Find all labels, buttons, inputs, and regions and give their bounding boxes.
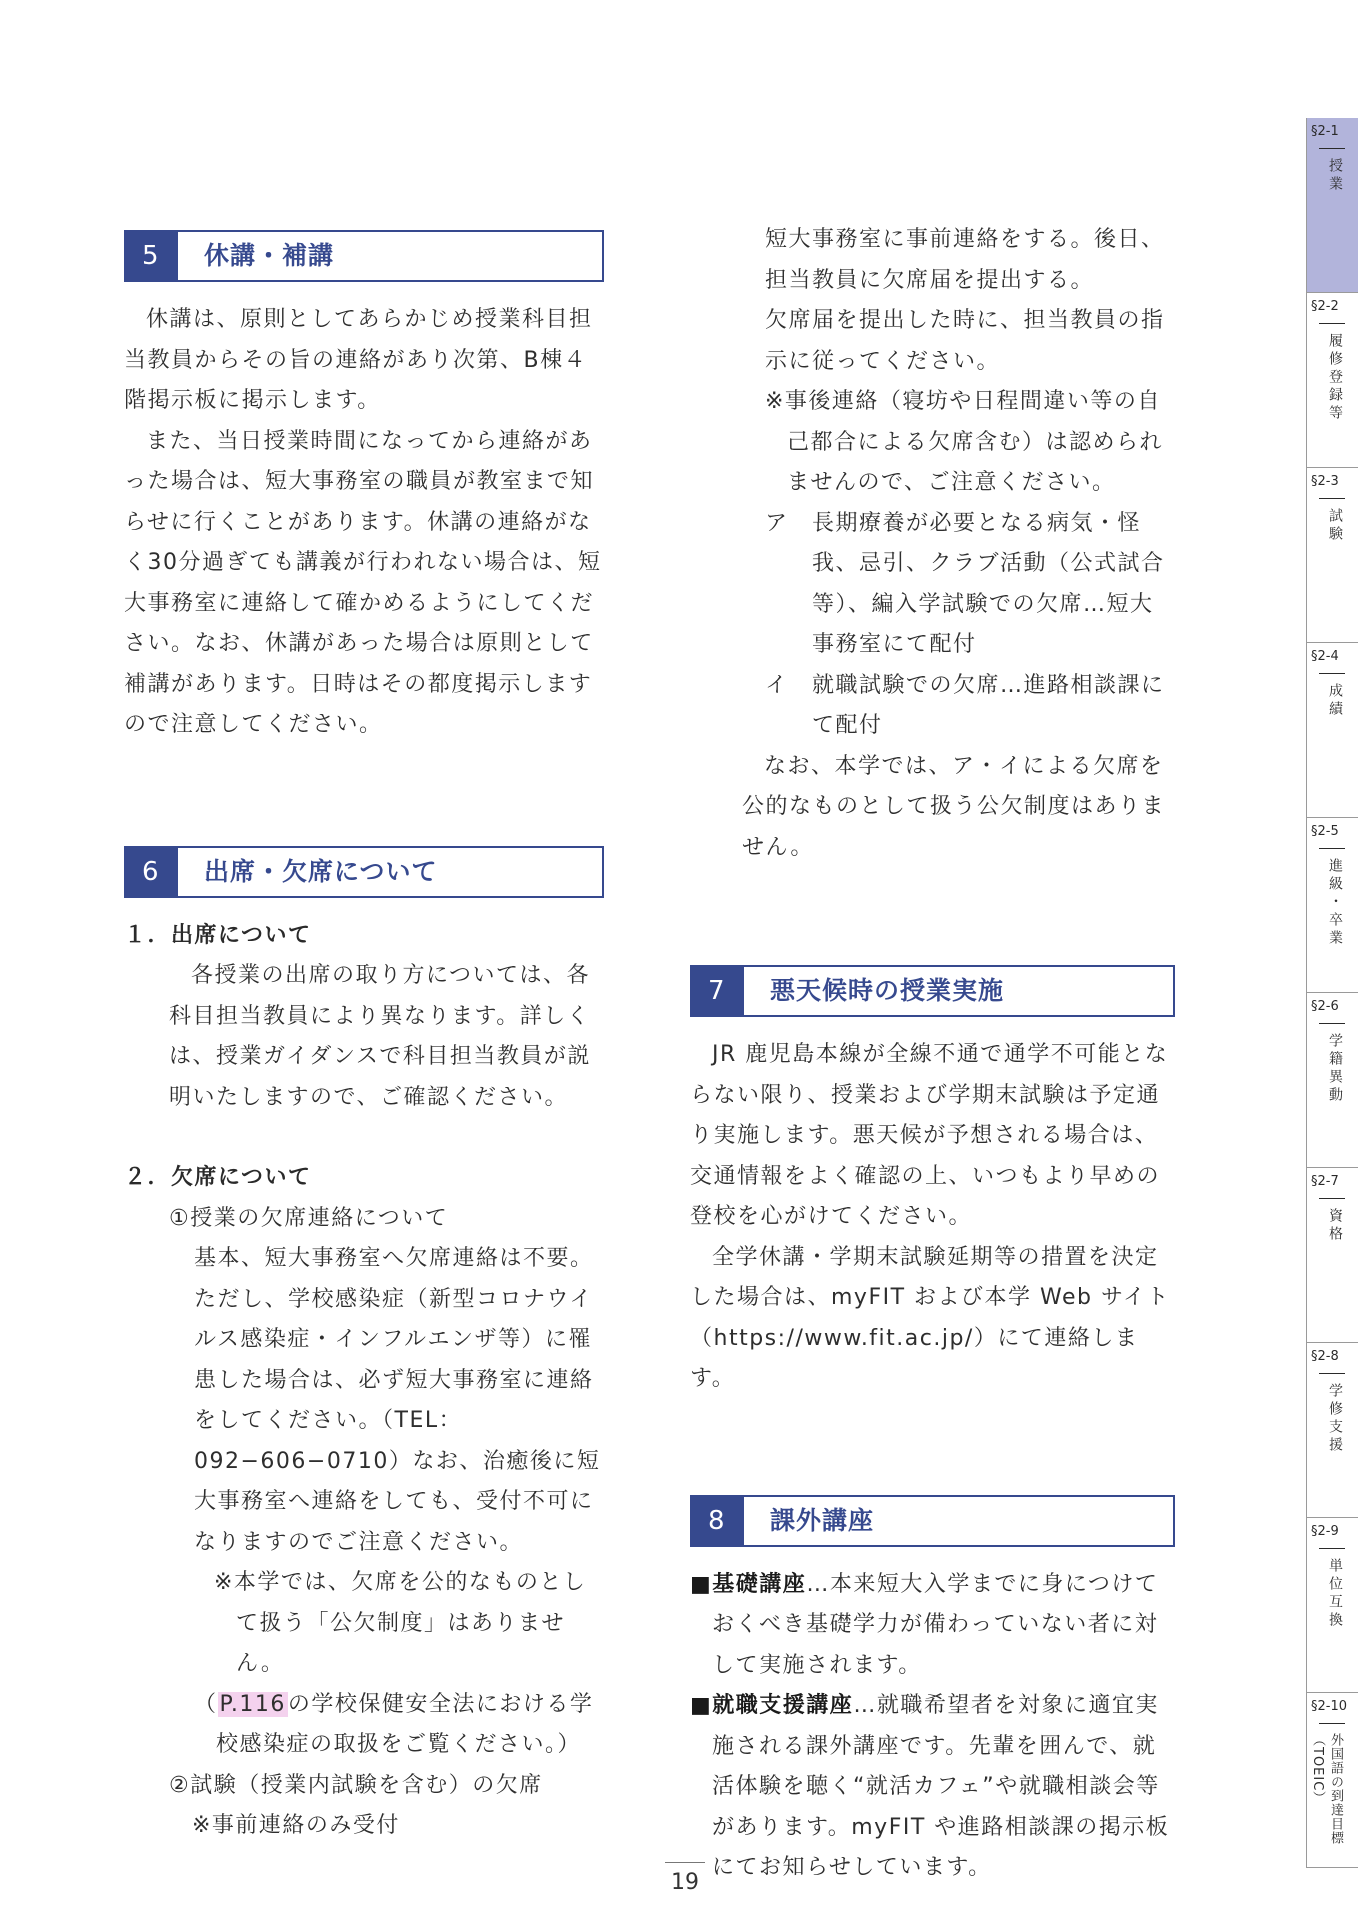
list-item bbox=[690, 504, 1175, 666]
reference-note bbox=[124, 1685, 604, 1766]
section-heading-7 bbox=[690, 965, 1175, 1017]
tab-rule bbox=[1319, 1198, 1345, 1199]
tab-rule bbox=[1319, 148, 1345, 149]
tab-code: §2-7 bbox=[1311, 1174, 1339, 1189]
paragraph: 短大事務室に事前連絡をする。後日、担当教員に欠席届を提出する。 bbox=[765, 227, 1165, 293]
paragraph: JR 鹿児島本線が全線不通で通学不可能とならない限り、授業および学期末試験は予定通り実施します。悪天候が予想される場合は、交通情報をよく確認の上、いつもより早めの登校を心がけてください。 bbox=[690, 1042, 1169, 1229]
left-column bbox=[124, 230, 604, 1847]
note: ※本学では、欠席を公的なものとして扱う「公欠制度」はありません。 bbox=[214, 1570, 587, 1676]
section-heading-5 bbox=[124, 230, 604, 282]
section-heading-6 bbox=[124, 846, 604, 898]
page-reference-link[interactable]: P.116 bbox=[219, 1691, 286, 1717]
tab-rule bbox=[1319, 848, 1345, 849]
tab-label: 成績 bbox=[1327, 683, 1343, 719]
tab-label: 授業 bbox=[1327, 158, 1343, 194]
tab-2-1[interactable] bbox=[1306, 118, 1358, 293]
item-title: ①授業の欠席連絡について bbox=[169, 1205, 449, 1231]
bullet-mark: ■ bbox=[690, 1571, 713, 1597]
bullet-title: 就職支援講座 bbox=[712, 1693, 854, 1718]
section-number: 5 bbox=[124, 230, 178, 282]
section-title: 休講・補講 bbox=[204, 241, 335, 270]
tab-2-8[interactable] bbox=[1306, 1343, 1358, 1518]
tab-label: 資格 bbox=[1327, 1208, 1343, 1244]
tab-label: 学修支援 bbox=[1327, 1383, 1343, 1455]
reference-open: （ bbox=[194, 1691, 218, 1717]
list-label: イ bbox=[765, 672, 789, 698]
paragraph: なお、本学では、ア・イによる欠席を公的なものとして扱う公欠制度はありません。 bbox=[742, 753, 1166, 860]
paragraph: 欠席届を提出した時に、担当教員の指示に従ってください。 bbox=[765, 308, 1165, 374]
tab-2-5[interactable] bbox=[1306, 818, 1358, 993]
bullet-item bbox=[690, 1686, 1175, 1889]
tab-2-7[interactable] bbox=[1306, 1168, 1358, 1343]
paragraph: 休講は、原則としてあらかじめ授業科目担当教員からその旨の連絡があり次第、B棟４階掲示板に掲示します。 bbox=[124, 307, 593, 413]
tab-2-10[interactable] bbox=[1306, 1693, 1358, 1868]
bullet-item bbox=[690, 1565, 1175, 1687]
page-number: 19 bbox=[671, 1870, 699, 1895]
tab-label: 履修登録等 bbox=[1327, 333, 1343, 423]
section-tabs bbox=[1306, 118, 1358, 1868]
subsection-title: １．出席について bbox=[124, 922, 312, 948]
tab-code: §2-5 bbox=[1311, 824, 1339, 839]
tab-label: 試験 bbox=[1327, 508, 1343, 544]
tab-label: 学籍異動 bbox=[1327, 1033, 1343, 1105]
section-number: 7 bbox=[690, 965, 744, 1017]
section-number: 8 bbox=[690, 1495, 744, 1547]
list-text: 就職試験での欠席…進路相談課にて配付 bbox=[812, 672, 1165, 738]
list-text: 長期療養が必要となる病気・怪我、忌引、クラブ活動（公式試合等）、編入学試験での欠席…短大事務室にて配付 bbox=[812, 510, 1165, 657]
paragraph: 各授業の出席の取り方については、各科目担当教員により異なります。詳しくは、授業ガイダンスで科目担当教員が説明いたしますので、ご確認ください。 bbox=[169, 963, 591, 1110]
item-title: ②試験（授業内試験を含む）の欠席 bbox=[169, 1772, 543, 1798]
tab-code: §2-6 bbox=[1311, 999, 1339, 1014]
reference-text: の学校保健安全法における学校感染症の取扱をご覧ください。） bbox=[216, 1691, 594, 1757]
tab-2-6[interactable] bbox=[1306, 993, 1358, 1168]
note: ※事前連絡のみ受付 bbox=[192, 1813, 400, 1838]
bullet-title: 基礎講座 bbox=[712, 1571, 807, 1597]
section-title: 出席・欠席について bbox=[204, 856, 438, 886]
paragraph: また、当日授業時間になってから連絡があった場合は、短大事務室の職員が教室まで知らせに行くことがあります。休講の連絡がなく30分過ぎても講義が行われない場合は、短大事務室に連絡して確かめるようにしてください。なお、休講があった場合は原則として補講があります。日時はその都度掲示しますので注意してください。 bbox=[124, 428, 602, 737]
tab-label: 外国語の到達目標（TOEIC） bbox=[1310, 1733, 1343, 1845]
tab-rule bbox=[1319, 1023, 1345, 1024]
tab-rule bbox=[1319, 1373, 1345, 1374]
subsection-title: ２．欠席について bbox=[124, 1165, 312, 1190]
section-title: 課外講座 bbox=[770, 1505, 875, 1535]
tab-label: 進級・卒業 bbox=[1327, 858, 1343, 948]
right-column bbox=[690, 220, 1175, 1889]
section-number: 6 bbox=[124, 846, 178, 898]
section-heading-8 bbox=[690, 1495, 1175, 1547]
tab-2-3[interactable] bbox=[1306, 468, 1358, 643]
bullet-text: …本来短大入学までに身につけておくべき基礎学力が備わっていない者に対して実施されます。 bbox=[712, 1571, 1159, 1678]
tab-code: §2-3 bbox=[1311, 474, 1339, 489]
tab-code: §2-10 bbox=[1311, 1699, 1348, 1714]
bullet-mark: ■ bbox=[690, 1693, 713, 1718]
tab-label: 単位互換 bbox=[1327, 1558, 1343, 1630]
tab-code: §2-8 bbox=[1311, 1349, 1339, 1364]
section-title: 悪天候時の授業実施 bbox=[770, 976, 1005, 1005]
tab-2-9[interactable] bbox=[1306, 1518, 1358, 1693]
tab-code: §2-9 bbox=[1311, 1524, 1339, 1539]
bullet-text: …就職希望者を対象に適宜実施される課外講座です。先輩を囲んで、就活体験を聴く“就活カフェ”や就職相談会等があります。myFIT や進路相談課の掲示板にてお知らせしています。 bbox=[712, 1693, 1170, 1880]
tab-rule bbox=[1319, 1548, 1345, 1549]
tab-rule bbox=[1319, 323, 1345, 324]
tab-2-2[interactable] bbox=[1306, 293, 1358, 468]
tab-2-4[interactable] bbox=[1306, 643, 1358, 818]
list-label: ア bbox=[765, 510, 789, 536]
paragraph: 基本、短大事務室へ欠席連絡は不要。ただし、学校感染症（新型コロナウイルス感染症・インフルエンザ等）に罹患した場合は、必ず短大事務室に連絡をしてください。（TEL：092−606−0710）なお、治癒後に短大事務室へ連絡をしても、受付不可になりますのでご注意ください。 bbox=[194, 1246, 601, 1555]
tab-code: §2-4 bbox=[1311, 649, 1339, 664]
list-item bbox=[690, 666, 1175, 747]
note: ※事後連絡（寝坊や日程間違い等の自己都合による欠席含む）は認められませんので、ご注意ください。 bbox=[765, 389, 1164, 495]
paragraph: 全学休講・学期末試験延期等の措置を決定した場合は、myFIT および本学 Web サイト（https://www.fit.ac.jp/）にて連絡します。 bbox=[690, 1244, 1170, 1391]
tab-rule bbox=[1319, 673, 1345, 674]
tab-rule bbox=[1319, 1723, 1345, 1724]
page-number-rule bbox=[665, 1862, 705, 1863]
tab-code: §2-2 bbox=[1311, 299, 1339, 314]
tab-rule bbox=[1319, 498, 1345, 499]
tab-code: §2-1 bbox=[1311, 124, 1339, 139]
